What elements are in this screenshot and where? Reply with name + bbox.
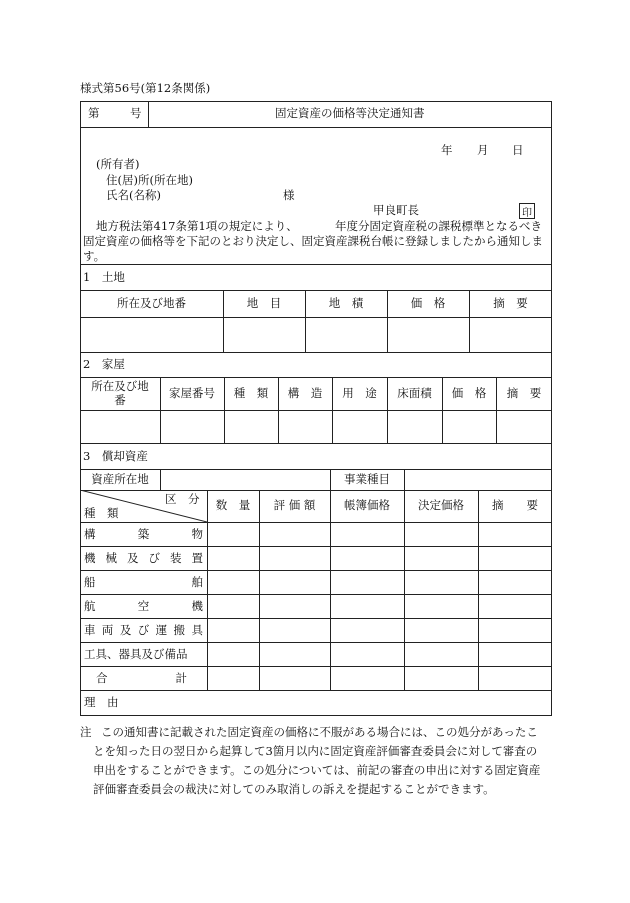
asset-type-label [80,546,207,570]
asset-type-char: 築 [137,527,150,541]
date-day: 日 [512,143,524,157]
owner-label: (所有者) [96,157,140,171]
corner-bottom-label: 種 類 [84,506,119,520]
divider [80,443,552,444]
number-prefix: 第 [88,106,100,120]
note-label: 注 [80,725,92,739]
land-heading: 1 土地 [83,270,125,284]
house-col-location: 所在及び地番 [91,378,149,407]
asset-type-char: 舶 [191,575,203,589]
divider [160,469,161,490]
body-line-3: す。 [83,249,106,263]
asset-type-char: 工具、器具及び備品 [84,647,188,661]
asset-type-char: 物 [191,527,203,541]
asset-type-char: 両 [101,623,114,637]
divider [80,690,552,691]
house-col-number: 家屋番号 [169,385,215,400]
reason-label: 理 由 [84,695,119,710]
house-heading: 2 家屋 [83,357,125,371]
issuer-title: 甲良町長 [373,203,419,217]
asset-type-char: 具 [191,623,203,637]
land-col-remarks: 摘 要 [493,295,528,310]
divider [80,352,552,353]
asset-type-char: 航 [84,599,96,613]
form-label: 様式第56号(第12条関係) [80,81,211,95]
asset-type-char: 運 [155,623,168,637]
divider [80,317,552,318]
note-line: とを知った日の翌日から起算して3箇月以内に固定資産評価審査委員会に対して審査の [93,744,538,758]
house-col-use: 用 途 [342,385,377,400]
asset-type-char: 搬 [173,623,186,637]
body-line-1b: 年度分固定資産税の課税標準となるべき [335,219,542,233]
asset-type-char: 及 [127,551,139,565]
asset-type-char: 装 [170,551,182,565]
asset-type-label [80,618,207,642]
dep-col-assessed: 評 価 額 [273,498,316,513]
note-line: この通知書に記載された固定資産の価格に不服がある場合には、この処分があったこ [101,725,538,739]
date-year: 年 [441,143,453,157]
asset-type-char: 計 [175,671,187,685]
divider [80,410,552,411]
divider [80,127,552,128]
land-col-area: 地 積 [328,295,364,310]
asset-type-label [80,522,207,546]
dep-col-quantity: 数 量 [215,498,251,513]
number-suffix: 号 [130,106,142,120]
asset-type-label [80,642,207,666]
divider [404,469,405,490]
business-label: 事業種目 [344,471,390,486]
date-month: 月 [477,143,489,157]
note-line: 申出をすることができます。この処分については、前記の審査の申出に対する固定資産 [93,763,541,777]
body-line-1a: 地方税法第417条第1項の規定により、 [96,219,298,233]
honorific: 様 [283,188,295,202]
address-label: 住(居)所(所在地) [106,173,193,187]
location-label: 資産所在地 [91,471,149,486]
asset-type-char: 械 [105,551,117,565]
land-col-category: 地 目 [246,295,282,310]
asset-type-char: 構 [84,527,96,541]
dep-col-decided-price: 決定価格 [418,498,464,513]
asset-type-label [80,594,207,618]
asset-type-label [80,570,207,594]
asset-type-char: 置 [191,551,203,565]
house-col-price: 価 格 [451,385,487,400]
body-line-2: 固定資産の価格等を下記のとおり決定し、固定資産課税台帳に登録しましたから通知しま [83,234,543,248]
divider [148,101,149,127]
asset-type-char: 合 [96,671,108,685]
land-col-price: 価 格 [410,295,446,310]
land-col-location: 所在及び地番 [117,295,186,310]
house-col-structure: 構 造 [287,385,323,400]
document-title: 固定資産の価格等決定通知書 [275,106,425,120]
asset-type-char: 機 [191,599,203,613]
corner-top-label: 区 分 [165,492,200,506]
name-label: 氏名(名称) [106,188,161,202]
asset-type-char: 機 [84,551,96,565]
house-col-kind: 種 類 [233,385,269,400]
depreciable-heading: 3 償却資産 [83,449,148,463]
asset-type-label [80,666,207,690]
seal-mark: 印 [519,203,535,219]
house-col-remarks: 摘 要 [506,385,542,400]
asset-type-char: 船 [84,575,96,589]
dep-col-remarks: 摘 要 [492,498,538,513]
note-text [93,723,552,799]
asset-type-char: 車 [84,623,96,637]
asset-type-char: 空 [137,599,150,613]
note-line: 評価審査委員会の裁決に対してのみ取消しの訴えを提起することができます。 [93,782,495,796]
dep-col-book-value: 帳簿価格 [344,498,390,513]
asset-type-char: 及 [119,623,132,637]
divider [80,264,552,265]
house-col-floor-area: 床面積 [397,385,432,400]
asset-type-char: び [137,623,150,637]
asset-type-char: び [148,551,160,565]
